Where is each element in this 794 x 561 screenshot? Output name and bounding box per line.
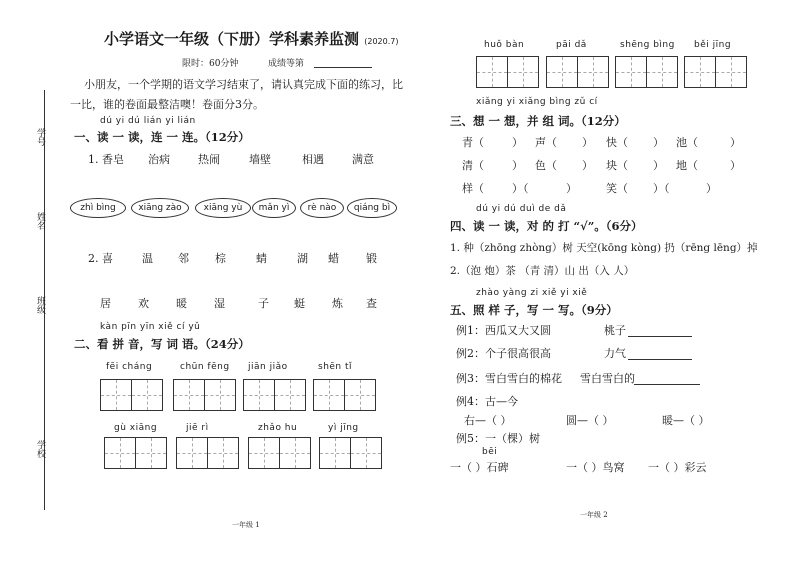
q1-row1-6: 满意 xyxy=(352,153,374,166)
q3-row1-c: 声（ xyxy=(535,136,557,149)
q3-title: 三、想 一 想，并 组 词。（12分） xyxy=(450,114,626,128)
pinyin-oval[interactable]: xiāng yù xyxy=(195,198,251,218)
q1-row1-2: 治病 xyxy=(148,153,170,166)
q1-row1-3: 热闹 xyxy=(198,153,220,166)
q5-pinyin: zhào yàng zi xiě yi xiě xyxy=(476,288,588,298)
pinyin-oval[interactable]: qiáng bì xyxy=(347,198,397,218)
q5-example-1: 例1：西瓜又大又圆 xyxy=(456,324,551,337)
q3-row2-d: ） xyxy=(582,159,593,172)
q5-ex4-item: 暖—（ ） xyxy=(662,414,710,427)
q3-row2-g: 地（ xyxy=(676,159,698,172)
word-pinyin: fēi cháng xyxy=(106,362,153,372)
q1-row3-3: 暖 xyxy=(176,297,187,310)
margin-class-label: 班级 xyxy=(35,296,45,314)
margin-number-label: 学号 xyxy=(35,128,45,146)
q3-row3-c: ） xyxy=(566,182,577,195)
q3-row1-e: 快（ xyxy=(606,136,628,149)
q5-ex4-item: 右—（ ） xyxy=(464,414,512,427)
margin-name-label: 姓名 xyxy=(35,212,45,230)
grade-label: 成绩等第 xyxy=(268,59,305,69)
q1-row3-8: 查 xyxy=(366,297,377,310)
word-pinyin: zhǎo hu xyxy=(258,423,298,433)
q3-row3-a: 样（ xyxy=(462,182,484,195)
q3-row2-f: ） xyxy=(653,159,664,172)
exam-title xyxy=(104,28,398,49)
exam-year: (2020.7) xyxy=(364,37,399,46)
page1-footer: 一年级 1 xyxy=(232,521,260,529)
q1-row2-7: 蜡 xyxy=(328,252,339,265)
q5-ex4-item: 圆—（ ） xyxy=(566,414,614,427)
q1-row3-2: 欢 xyxy=(138,297,149,310)
q1-title: 一、读 一 读，连 一 连。（12分） xyxy=(74,130,250,144)
q3-row2-h: ） xyxy=(730,159,741,172)
q4-title: 四、读 一 读，对 的 打 “√”。（6分） xyxy=(450,219,643,233)
writing-grid[interactable] xyxy=(173,379,236,411)
q1-row3-4: 湿 xyxy=(214,297,225,310)
q1-row2-1: 2. 喜 xyxy=(88,252,113,265)
answer-blank[interactable] xyxy=(628,335,692,337)
q1-row1-1: 1. 香皂 xyxy=(88,153,124,166)
word-pinyin: yì jīng xyxy=(328,423,359,433)
word-pinyin: běi jīng xyxy=(694,40,732,50)
writing-grid[interactable] xyxy=(243,379,306,411)
margin-school-label: 学校 xyxy=(35,440,45,458)
answer-blank[interactable] xyxy=(634,383,700,385)
pinyin-oval[interactable]: rè nào xyxy=(300,198,344,218)
writing-grid[interactable] xyxy=(176,437,239,469)
q1-row2-6: 湖 xyxy=(297,252,308,265)
intro-line-1: 小朋友，一个学期的语文学习结束了，请认真完成下面的练习，比 xyxy=(84,78,403,91)
q3-row3-b: ）（ xyxy=(512,182,529,195)
q2-title: 二、看 拼 音，写 词 语。（24分） xyxy=(74,337,250,351)
q3-row1-b: ） xyxy=(512,136,523,149)
q5-example-3-prompt: 雪白雪白的 xyxy=(580,372,635,385)
q3-row1-g: 池（ xyxy=(676,136,698,149)
q5-example-3: 例3：雪白雪白的棉花 xyxy=(456,372,562,385)
q1-row2-5: 蜻 xyxy=(256,252,267,265)
q5-example-2: 例2：个子很高很高 xyxy=(456,347,551,360)
q1-row1-5: 相遇 xyxy=(302,153,324,166)
q3-row1-h: ） xyxy=(730,136,741,149)
writing-grid[interactable] xyxy=(546,56,609,88)
q3-row1-d: ） xyxy=(582,136,593,149)
q1-row3-1: 居 xyxy=(100,297,111,310)
q1-row2-8: 锻 xyxy=(366,252,377,265)
word-pinyin: jiān jiǎo xyxy=(248,362,288,372)
q5-example-4: 例4：古—今 xyxy=(456,395,518,408)
q3-row2-c: 色（ xyxy=(535,159,557,172)
q1-row1-4: 墙壁 xyxy=(249,153,271,166)
q5-ex5-pinyin: bēi xyxy=(482,447,498,457)
q1-row3-6: 蜓 xyxy=(294,297,305,310)
q3-row3-f: ） xyxy=(706,182,717,195)
writing-grid[interactable] xyxy=(319,437,382,469)
q3-row3-e: ）（ xyxy=(653,182,670,195)
answer-blank[interactable] xyxy=(628,358,692,360)
q3-row1-f: ） xyxy=(653,136,664,149)
writing-grid[interactable] xyxy=(313,379,376,411)
q2-pinyin: kàn pīn yīn xiě cí yǔ xyxy=(100,322,201,332)
q5-example-2-prompt: 力气 xyxy=(604,347,626,360)
q1-row2-3: 邻 xyxy=(178,252,189,265)
word-pinyin: gù xiāng xyxy=(114,423,158,433)
writing-grid[interactable] xyxy=(615,56,678,88)
word-pinyin: jiē rì xyxy=(186,423,209,433)
q3-row3-d: 笑（ xyxy=(606,182,628,195)
exam-title-text: 小学语文一年级（下册）学科素养监测 xyxy=(104,30,360,48)
q3-row2-a: 清（ xyxy=(462,159,484,172)
q5-ex5-item: 一（ ）石碑 xyxy=(450,461,509,474)
q3-row1-a: 青（ xyxy=(462,136,484,149)
q5-ex5-item: 一（ ）鸟窝 xyxy=(566,461,625,474)
q3-row2-b: ） xyxy=(512,159,523,172)
q4-pinyin: dú yi dú duì de dǎ xyxy=(476,204,567,214)
writing-grid[interactable] xyxy=(684,56,747,88)
q1-row2-2: 温 xyxy=(142,252,153,265)
q5-example-5: 例5：一（棵）树 xyxy=(456,432,540,445)
q5-ex5-item: 一（ ）彩云 xyxy=(648,461,707,474)
word-pinyin: pāi dǎ xyxy=(556,40,587,50)
page2-footer: 一年级 2 xyxy=(580,511,608,519)
q5-title: 五、照 样 子，写 一 写。（9分） xyxy=(450,303,618,317)
word-pinyin: huǒ bàn xyxy=(484,40,525,50)
intro-line-2: 一比，谁的卷面最整洁噢！卷面分3分。 xyxy=(70,98,264,111)
pinyin-oval[interactable]: xiāng zào xyxy=(131,198,189,218)
q1-pinyin: dú yi dú lián yi lián xyxy=(100,116,196,126)
q1-row2-4: 棕 xyxy=(215,252,226,265)
writing-grid[interactable] xyxy=(476,56,539,88)
pinyin-oval[interactable]: zhì bìng xyxy=(70,198,126,218)
q3-row2-e: 块（ xyxy=(606,159,628,172)
word-pinyin: shēn tǐ xyxy=(318,362,353,372)
q1-row3-7: 炼 xyxy=(332,297,343,310)
q4-line-1: 1. 种（zhōng zhòng）树 天空(kōng kòng) 扔（rēng lēng）掉 xyxy=(450,242,758,254)
writing-grid[interactable] xyxy=(248,437,311,469)
q4-line-2: 2.（泡 炮）茶 （青 清）山 出（入 人） xyxy=(450,265,635,277)
q3-pinyin: xiǎng yi xiǎng bìng zǔ cí xyxy=(476,97,598,107)
writing-grid[interactable] xyxy=(100,379,163,411)
word-pinyin: chūn fēng xyxy=(180,362,230,372)
q5-example-1-prompt: 桃子 xyxy=(604,324,626,337)
writing-grid[interactable] xyxy=(104,437,167,469)
grade-blank[interactable] xyxy=(314,66,372,68)
time-limit: 限时：60分钟 xyxy=(182,59,239,69)
pinyin-oval[interactable]: mǎn yì xyxy=(252,198,296,218)
word-pinyin: shēng bìng xyxy=(620,40,675,50)
q1-row3-5: 子 xyxy=(258,297,269,310)
